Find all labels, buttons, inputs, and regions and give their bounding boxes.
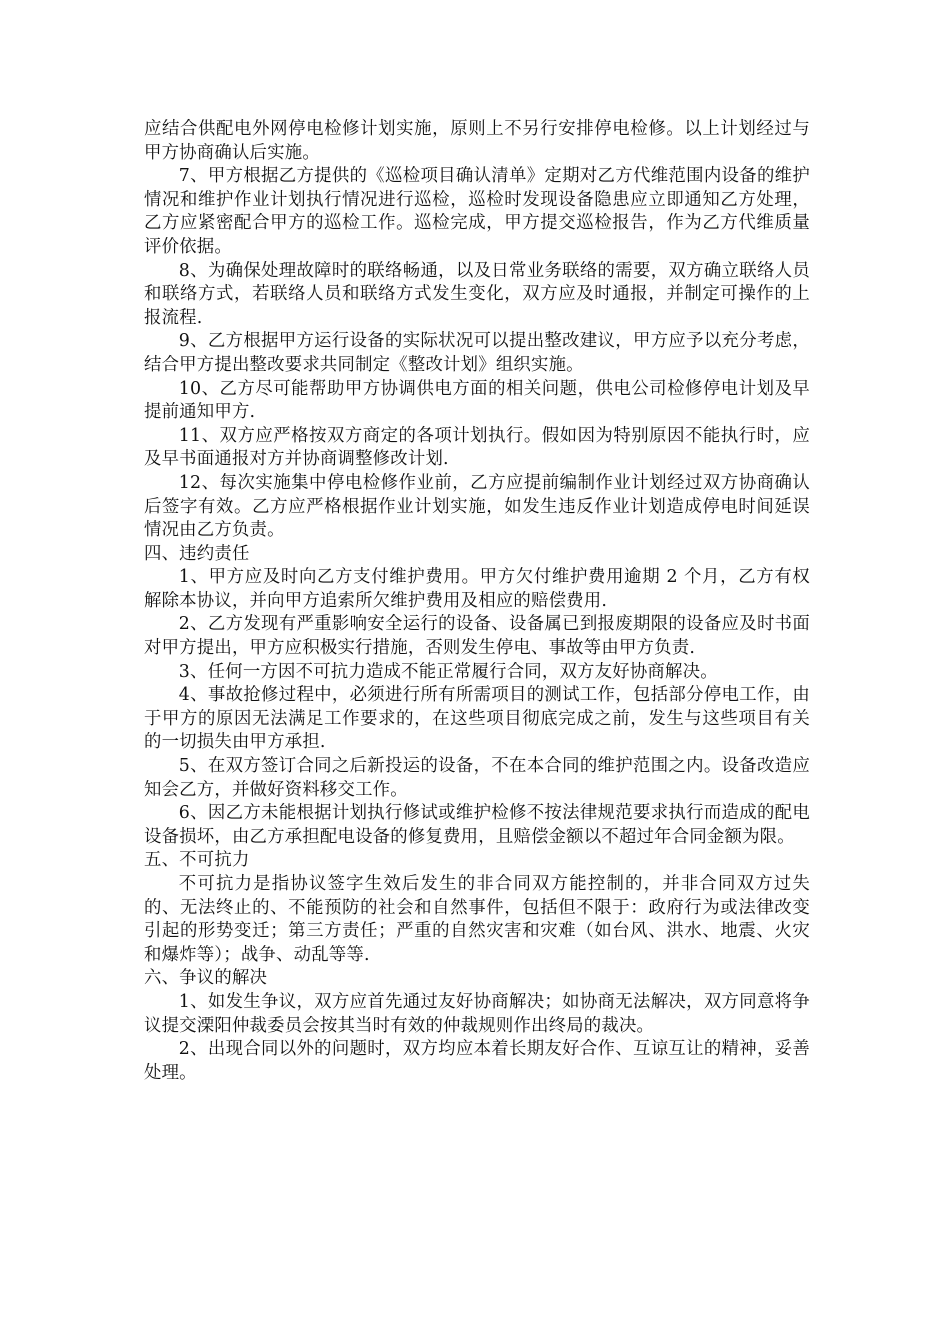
dispute-clause-1: 1、如发生争议，双方应首先通过友好协商解决；如协商无法解决，双方同意将争议提交溧阳仲裁委员会按其当时有效的仲裁规则作出终局的裁决。 bbox=[144, 991, 810, 1036]
breach-clause-3: 3、任何一方因不可抗力造成不能正常履行合同，双方友好协商解决。 bbox=[178, 661, 718, 682]
document-body bbox=[144, 118, 810, 1085]
clause-9: 9、乙方根据甲方运行设备的实际状况可以提出整改建议，甲方应予以充分考虑，结合甲方提出整改要求共同制定《整改计划》组织实施。 bbox=[144, 331, 810, 375]
breach-clause-1: 1、甲方应及时向乙方支付维护费用。甲方欠付维护费用逾期 2 个月，乙方有权解除本协议，并向甲方追索所欠维护费用及相应的赔偿费用. bbox=[144, 567, 810, 611]
breach-clause-5: 5、在双方签订合同之后新投运的设备，不在本合同的维护范围之内。设备改造应知会乙方，并做好资料移交工作。 bbox=[144, 756, 810, 800]
force-majeure-text: 不可抗力是指协议签字生效后发生的非合同双方能控制的，并非合同双方过失的、无法终止的、不能预防的社会和自然事件，包括但不限于：政府行为或法律改变引起的形势变迁；第三方责任；严重的自然灾害和灾难（如台风、洪水、地震、火灾和爆炸等）；战争、动乱等等. bbox=[144, 874, 810, 965]
clause-11: 11、双方应严格按双方商定的各项计划执行。假如因为特别原因不能执行时，应及早书面通报对方并协商调整修改计划. bbox=[144, 425, 810, 470]
breach-clause-4: 4、事故抢修过程中，必须进行所有所需项目的测试工作，包括部分停电工作，由于甲方的原因无法满足工作要求的，在这些项目彻底完成之前，发生与这些项目有关的一切损失由甲方承担. bbox=[144, 685, 810, 753]
clause-10: 10、乙方尽可能帮助甲方协调供电方面的相关问题，供电公司检修停电计划及早提前通知甲方. bbox=[144, 378, 810, 423]
paragraph-continuation: 应结合供配电外网停电检修计划实施，原则上不另行安排停电检修。以上计划经过与甲方协商确认后实施。 bbox=[144, 119, 810, 163]
section-heading-force-majeure: 五、不可抗力 bbox=[144, 850, 250, 871]
dispute-clause-2: 2、出现合同以外的问题时，双方均应本着长期友好合作、互谅互让的精神，妥善处理。 bbox=[144, 1039, 810, 1083]
section-heading-breach-liability: 四、违约责任 bbox=[144, 543, 250, 564]
clause-7: 7、甲方根据乙方提供的《巡检项目确认清单》定期对乙方代维范围内设备的维护情况和维护作业计划执行情况进行巡检，巡检时发现设备隐患应立即通知乙方处理，乙方应紧密配合甲方的巡检工作。巡检完成，甲方提交巡检报告，作为乙方代维质量评价依据。 bbox=[144, 166, 810, 257]
clause-8: 8、为确保处理故障时的联络畅通，以及日常业务联络的需要，双方确立联络人员和联络方式，若联络人员和联络方式发生变化，双方应及时通报，并制定可操作的上报流程. bbox=[144, 260, 810, 328]
breach-clause-2: 2、乙方发现有严重影响安全运行的设备、设备属已到报废期限的设备应及时书面对甲方提出，甲方应积极实行措施，否则发生停电、事故等由甲方负责. bbox=[144, 614, 810, 659]
section-heading-dispute-resolution: 六、争议的解决 bbox=[144, 968, 268, 989]
clause-12: 12、每次实施集中停电检修作业前，乙方应提前编制作业计划经过双方协商确认后签字有效。乙方应严格根据作业计划实施，如发生违反作业计划造成停电时间延误情况由乙方负责。 bbox=[144, 472, 810, 541]
breach-clause-6: 6、因乙方未能根据计划执行修试或维护检修不按法律规范要求执行而造成的配电设备损坏，由乙方承担配电设备的修复费用，且赔偿金额以不超过年合同金额为限。 bbox=[144, 803, 810, 847]
